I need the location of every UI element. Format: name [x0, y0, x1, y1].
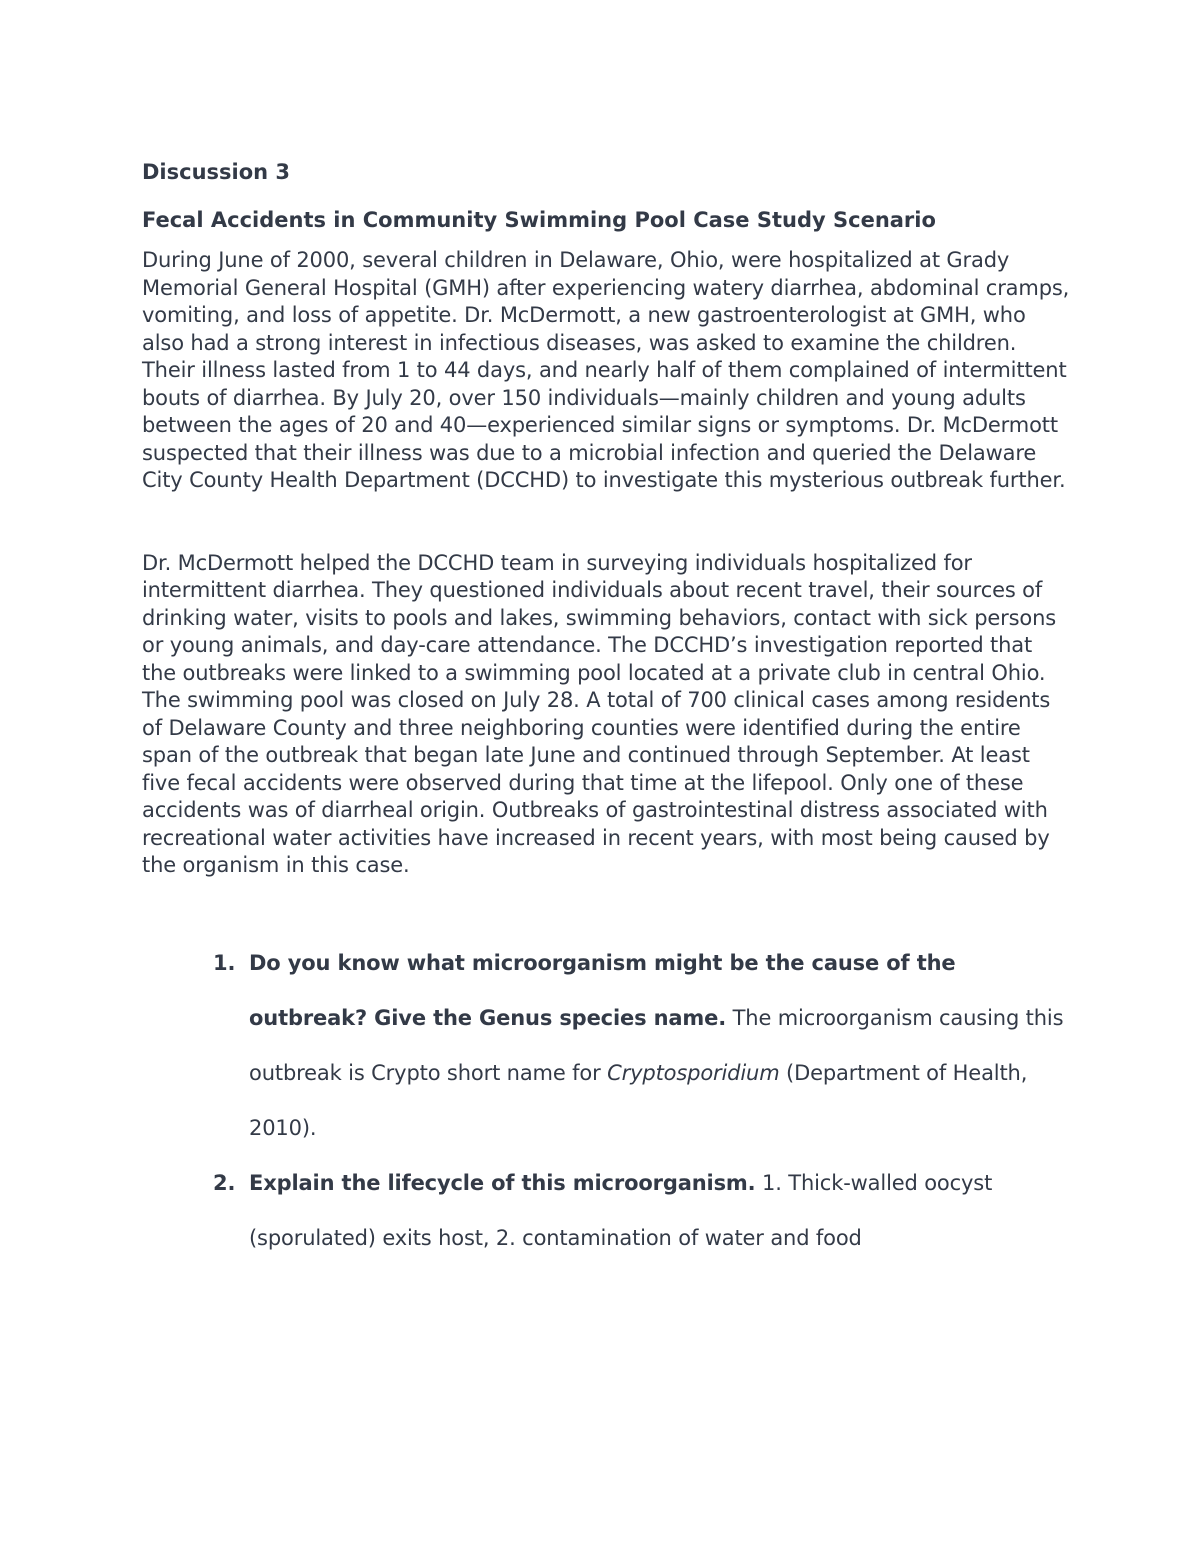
discussion-title: Discussion 3 [142, 160, 291, 184]
question-text: Explain the lifecycle of this microorganism. [249, 1170, 756, 1195]
answer-genus-name: Cryptosporidium [607, 1060, 780, 1085]
answer-text: The microorganism causing this outbreak is Crypto short name for [249, 1005, 1064, 1085]
case-study-title: Fecal Accidents in Community Swimming Pool Case Study Scenario [142, 208, 936, 232]
answer-citation: (Department of Health, 2010). [249, 1060, 1028, 1140]
answer-text: 1. Thick-walled oocyst (sporulated) exits host, 2. contamination of water and food [249, 1170, 993, 1250]
question-number: 1. [213, 950, 236, 975]
question-list [142, 936, 1072, 1266]
scenario-paragraph-1: During June of 2000, several children in Delaware, Ohio, were hospitalized at Grady Memorial General Hospital (GMH) after experiencing watery diarrhea, abdominal cramps, vomiting, and loss of appetite. Dr. McDermott, a new gastroenterologist at GMH, who also had a strong interest in infectious diseases, was asked to examine the children. Their illness lasted from 1 to 44 days, and nearly half of them complained of intermittent bouts of diarrhea. By July 20, over 150 individuals—mainly children and young adults between the ages of 20 and 40—experienced similar signs or symptoms. Dr. McDermott suspected that their illness was due to a microbial infection and queried the Delaware City County Health Department (DCCHD) to investigate this mysterious outbreak further. [142, 248, 1070, 492]
question-item [142, 936, 1072, 1156]
document-body [142, 157, 1072, 1266]
scenario-paragraph-2: Dr. McDermott helped the DCCHD team in surveying individuals hospitalized for intermittent diarrhea. They questioned individuals about recent travel, their sources of drinking water, visits to pools and lakes, swimming behaviors, contact with sick persons or young animals, and day-care attendance. The DCCHD’s investigation reported that the outbreaks were linked to a swimming pool located at a private club in central Ohio. The swimming pool was closed on July 28. A total of 700 clinical cases among residents of Delaware County and three neighboring counties were identified during the entire span of the outbreak that began late June and continued through September. At least five fecal accidents were observed during that time at the lifepool. Only one of these accidents was of diarrheal origin. Outbreaks of gastrointestinal distress associated with recreational water activities have increased in recent years, with most being caused by the organism in this case. [142, 550, 1057, 877]
question-item [142, 1156, 1072, 1266]
question-number: 2. [213, 1170, 236, 1195]
question-text: Do you know what microorganism might be the cause of the outbreak? Give the Genus species name. [249, 950, 956, 1030]
